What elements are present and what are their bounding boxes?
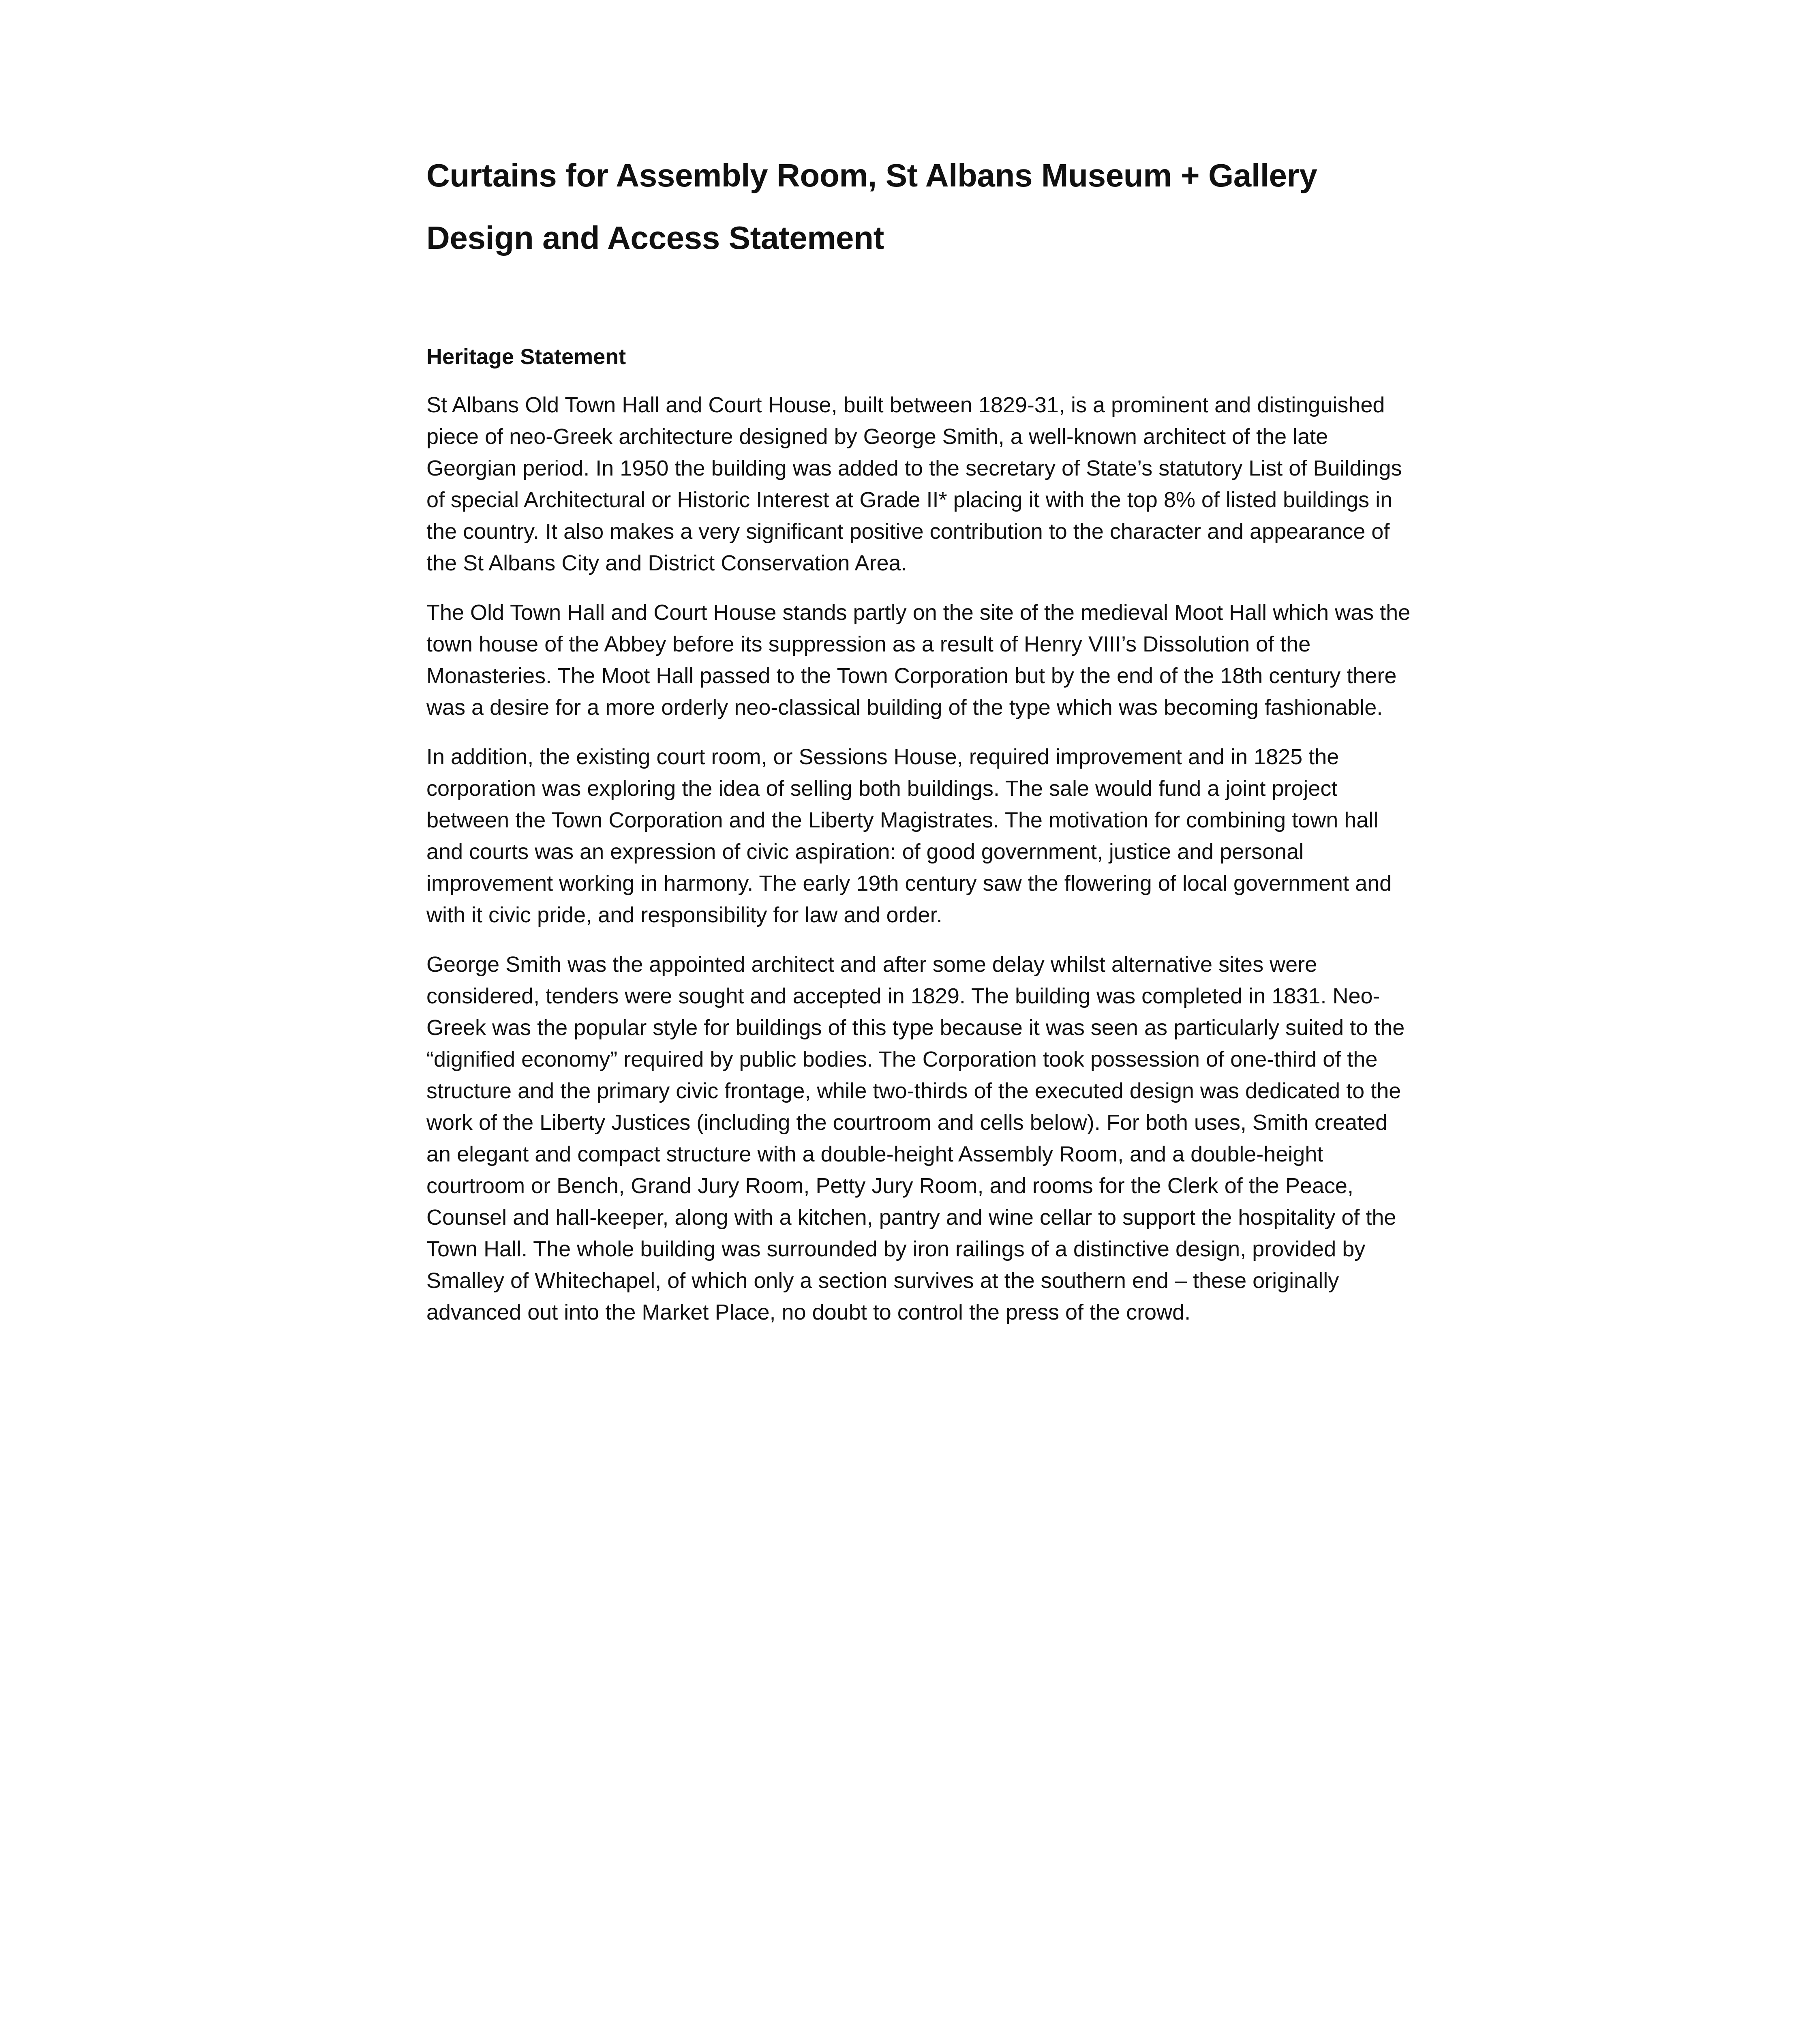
document-subtitle: Design and Access Statement xyxy=(426,220,884,256)
section-heading-heritage-statement: Heritage Statement xyxy=(426,345,626,369)
document-body xyxy=(426,154,1415,1328)
paragraph-2: The Old Town Hall and Court House stands partly on the site of the medieval Moot Hall which was the town house of the Abbey before its suppression as a result of Henry VIII’s Dissolution of the Monasteries. The Moot Hall passed to the Town Corporation but by the end of the 18th century there was a desire for a more orderly neo-classical building of the type which was becoming fashionable. xyxy=(426,600,1411,720)
paragraph-1: St Albans Old Town Hall and Court House, built between 1829-31, is a prominent and distinguished piece of neo-Greek architecture designed by George Smith, a well-known architect of the late Georgian period. In 1950 the building was added to the secretary of State’s statutory List of Buildings of special Architectural or Historic Interest at Grade II* placing it with the top 8% of listed buildings in the country. It also makes a very significant positive contribution to the character and appearance of the St Albans City and District Conservation Area. xyxy=(426,393,1402,575)
paragraph-4: George Smith was the appointed architect and after some delay whilst alternative sites were considered, tenders were sought and accepted in 1829. The building was completed in 1831. Neo-Greek was the popular style for buildings of this type because it was seen as particularly suited to the “dignified economy” required by public bodies. The Corporation took possession of one-third of the structure and the primary civic frontage, while two-thirds of the executed design was dedicated to the work of the Liberty Justices (including the courtroom and cells below). For both uses, Smith created an elegant and compact structure with a double-height Assembly Room, and a double-height courtroom or Bench, Grand Jury Room, Petty Jury Room, and rooms for the Clerk of the Peace, Counsel and hall-keeper, along with a kitchen, pantry and wine cellar to support the hospitality of the Town Hall. The whole building was surrounded by iron railings of a distinctive design, provided by Smalley of Whitechapel, of which only a section survives at the southern end – these originally advanced out into the Market Place, no doubt to control the press of the crowd. xyxy=(426,952,1405,1324)
document-title: Curtains for Assembly Room, St Albans Museum + Gallery xyxy=(426,157,1317,193)
paragraph-3: In addition, the existing court room, or Sessions House, required improvement and in 1825 the corporation was exploring the idea of selling both buildings. The sale would fund a joint project between the Town Corporation and the Liberty Magistrates. The motivation for combining town hall and courts was an expression of civic aspiration: of good government, justice and personal improvement working in harmony. The early 19th century saw the flowering of local government and with it civic pride, and responsibility for law and order. xyxy=(426,745,1392,927)
